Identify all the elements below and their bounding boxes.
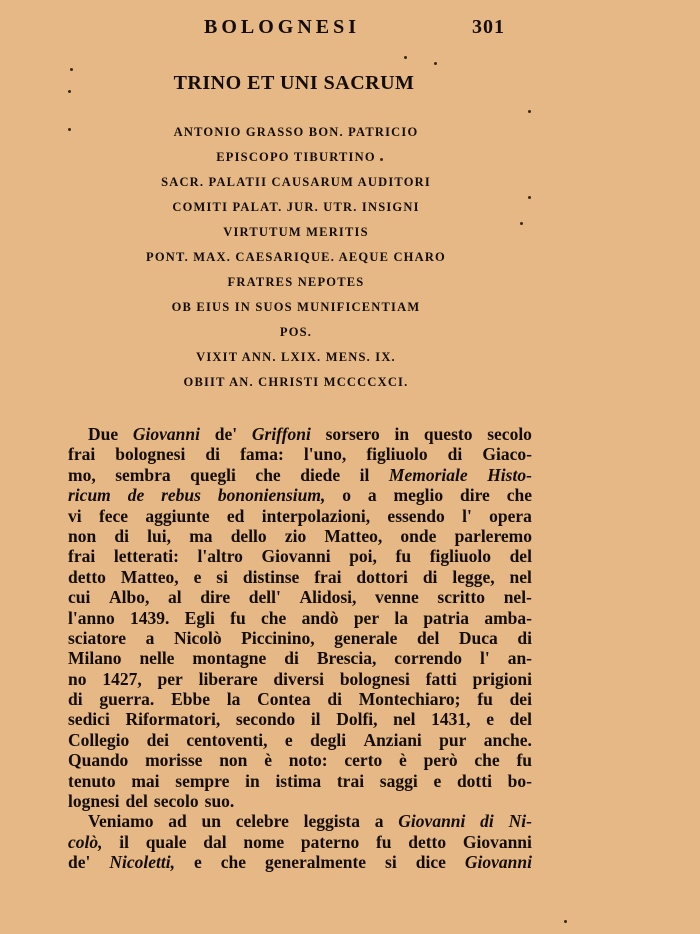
body-word: o (342, 485, 351, 506)
body-word: tenuto (68, 770, 116, 791)
inscription-line: COMITI PALAT. JUR. UTR. INSIGNI (172, 200, 420, 214)
body-word: che (255, 464, 281, 485)
body-word: Giaco- (482, 444, 532, 465)
body-line (68, 506, 532, 526)
body-word: mai (131, 770, 160, 791)
body-line (68, 485, 532, 505)
running-title: BOLOGNESI (204, 16, 361, 38)
body-word: legge, (452, 566, 495, 587)
body-word: saggi (379, 770, 418, 791)
body-word: lui, (147, 525, 172, 546)
body-word: l' (462, 505, 472, 526)
body-word: lognesi (68, 791, 120, 812)
body-word: il (119, 831, 129, 852)
body-word: venne (375, 587, 419, 608)
body-word: del (509, 709, 532, 730)
body-word: essendo (387, 505, 445, 526)
body-line (68, 791, 532, 811)
body-word: generalmente (264, 852, 367, 873)
body-word: Giovanni (261, 546, 331, 567)
body-word: la (226, 689, 241, 710)
body-word: distinse (242, 566, 300, 587)
body-word: si (216, 566, 228, 587)
body-word: di (422, 566, 438, 587)
body-word: trai (336, 770, 365, 791)
print-speck (528, 110, 531, 113)
body-word: Quando (68, 750, 129, 771)
inscription (0, 120, 592, 395)
body-word: a (145, 627, 155, 648)
body-word: frai (68, 444, 96, 465)
body-word: fu (477, 689, 493, 710)
body-word: Duca (458, 627, 498, 648)
body-line (68, 648, 532, 668)
body-word: non (68, 525, 97, 546)
body-word: poi, (349, 546, 377, 567)
body-word: meglio (393, 485, 444, 506)
body-word: l'uno, (303, 444, 347, 465)
body-word: Brescia, (316, 648, 377, 669)
body-word: Riformatori, (125, 709, 221, 730)
body-word: an- (507, 648, 532, 669)
print-speck (528, 196, 531, 199)
body-word: Giovanni (398, 811, 466, 832)
body-word: dire (200, 587, 231, 608)
body-line (68, 465, 532, 485)
body-word: correndo (394, 648, 463, 669)
body-word: Egli (184, 607, 215, 628)
body-word: letterati: (113, 546, 179, 567)
body-word: nel- (503, 587, 532, 608)
body-word: a (374, 811, 384, 832)
body-word: fatti (425, 668, 457, 689)
body-word: Dolfi, (336, 709, 378, 730)
body-word: questo (423, 424, 473, 444)
body-line (68, 628, 532, 648)
body-word: Veniamo (88, 811, 154, 832)
body-line (68, 811, 532, 831)
body-word: Contea (257, 689, 311, 710)
body-line (68, 546, 532, 566)
body-word: in (245, 770, 260, 791)
body-word: interpolazioni, (261, 505, 371, 526)
body-word: di (114, 525, 129, 546)
body-line (68, 852, 532, 872)
body-line (68, 567, 532, 587)
body-word: nel (393, 709, 416, 730)
body-word: Montechiaro; (358, 689, 461, 710)
body-word: colò, (68, 831, 103, 852)
print-speck (68, 90, 71, 93)
body-word: l'altro (197, 546, 243, 567)
body-word: la (394, 607, 409, 628)
body-word: detto (68, 566, 106, 587)
body-word: dire (460, 485, 490, 506)
page-number: 301 (472, 16, 505, 38)
body-word: Ebbe (171, 689, 210, 710)
body-line (68, 689, 532, 709)
body-word: del (125, 791, 148, 812)
body-word: Milano (68, 648, 122, 669)
print-speck (404, 56, 407, 59)
dedication-title: TRINO ET UNI SACRUM (173, 72, 415, 94)
print-speck (70, 68, 73, 71)
body-word: dotti (456, 770, 492, 791)
body-word: di (327, 689, 342, 710)
print-speck (380, 158, 383, 161)
body-word: ed (226, 505, 245, 526)
body-word: bo- (507, 770, 532, 791)
print-speck (434, 62, 437, 65)
body-word: però (423, 750, 458, 771)
body-word: centoventi, (186, 729, 268, 750)
body-word: e (486, 709, 494, 730)
body-word: istima (275, 770, 322, 791)
body-word: fama: (240, 444, 284, 465)
body-word: Alidosi, (299, 587, 357, 608)
body-line (68, 832, 532, 852)
body-word: bolognesi (115, 444, 186, 465)
body-word: e (284, 729, 293, 750)
body-word: scritto (437, 587, 486, 608)
body-word: celebre (235, 811, 289, 832)
body-word: ricum (68, 485, 111, 506)
body-line (68, 608, 532, 628)
body-word: bononiensium, (217, 485, 326, 506)
inscription-line: FRATRES NEPOTES (227, 275, 365, 289)
body-word: Nicolò (173, 627, 222, 648)
body-word: nelle (139, 648, 175, 669)
body-word: Albo, (109, 587, 150, 608)
body-word: di (480, 811, 494, 832)
body-word: sembra (115, 464, 171, 485)
body-line (68, 750, 532, 770)
body-word: guerra. (99, 689, 155, 710)
body-word: diversi (273, 668, 324, 689)
body-word: Matteo, (120, 566, 179, 587)
body-word: secolo (487, 424, 532, 444)
body-word: che (506, 485, 532, 506)
body-word: che (260, 607, 287, 628)
body-word: de' (68, 852, 91, 873)
inscription-line: VIRTUTUM MERITIS (223, 225, 369, 239)
body-word: nome (243, 831, 285, 852)
body-word: del (416, 627, 440, 648)
body-word: fece (98, 505, 129, 526)
body-text (68, 424, 532, 873)
body-word: degli (310, 729, 347, 750)
body-word: no (68, 668, 87, 689)
body-word: anche. (483, 729, 532, 750)
body-word: 1431, (431, 709, 471, 730)
body-word: è (399, 750, 407, 771)
body-word: per (353, 607, 380, 628)
body-word: che (220, 852, 246, 873)
body-word: fu (516, 750, 532, 771)
body-word: di (447, 444, 463, 465)
body-line (68, 444, 532, 464)
body-word: patria (423, 607, 470, 628)
inscription-line: PONT. MAX. CAESARIQUE. AEQUE CHARO (146, 250, 446, 264)
inscription-line: POS. (279, 325, 313, 339)
body-word: Histo- (487, 464, 532, 485)
body-word: figliuolo (429, 546, 491, 567)
body-word: e (433, 770, 442, 791)
body-word: quegli (190, 464, 236, 485)
body-word: al (168, 587, 182, 608)
body-line (68, 526, 532, 546)
body-word: Memoriale (388, 464, 468, 485)
body-word: dell' (248, 587, 281, 608)
body-word: è (264, 750, 272, 771)
running-head (0, 16, 700, 44)
body-word: amba- (484, 607, 532, 628)
body-word: dottori (356, 566, 408, 587)
print-speck (564, 920, 567, 923)
body-word: in (394, 424, 410, 444)
body-word: di (517, 627, 532, 648)
body-line (68, 669, 532, 689)
body-line (68, 424, 532, 444)
body-word: che (474, 750, 500, 771)
body-word: vi (68, 505, 82, 526)
body-word: 1427, (102, 668, 142, 689)
inscription-line: OBIIT AN. CHRISTI MCCCCXCI. (183, 375, 409, 389)
body-word: Giovanni (132, 424, 200, 444)
body-word: Piccinino, (241, 627, 315, 648)
body-word: cui (68, 587, 91, 608)
inscription-line: EPISCOPO TIBURTINO (216, 150, 376, 164)
body-word: diede (300, 464, 341, 485)
body-word: sempre (175, 770, 230, 791)
body-word: 1439. (130, 607, 170, 628)
body-word: zio (284, 525, 307, 546)
print-speck (68, 128, 71, 131)
body-word: prigioni (472, 668, 532, 689)
body-word: sciatore (68, 627, 126, 648)
body-word: Giovanni (462, 831, 532, 852)
body-word: dello (230, 525, 267, 546)
body-word: dei (509, 689, 532, 710)
body-word: l'anno (68, 607, 115, 628)
body-line (68, 730, 532, 750)
body-word: certo (344, 750, 383, 771)
body-word: fu (375, 831, 392, 852)
body-word: opera (489, 505, 532, 526)
body-line (68, 771, 532, 791)
body-word: detto (408, 831, 447, 852)
body-word: sedici (68, 709, 110, 730)
body-word: paterno (300, 831, 360, 852)
body-line (68, 709, 532, 729)
body-word: frai (314, 566, 342, 587)
body-word: figliuolo (366, 444, 428, 465)
body-word: di (284, 648, 299, 669)
body-word: Griffoni (251, 424, 311, 444)
body-word: di (68, 689, 83, 710)
body-word: parleremo (454, 525, 532, 546)
body-word: il (310, 709, 321, 730)
body-word: Collegio (68, 729, 130, 750)
body-word: Matteo, (324, 525, 383, 546)
body-word: mo, (68, 464, 96, 485)
body-word: secondo (235, 709, 296, 730)
body-word: fu (230, 607, 246, 628)
body-word: e (193, 566, 202, 587)
body-word: si (385, 852, 397, 873)
body-word: suo. (204, 791, 235, 812)
body-word: aggiunte (145, 505, 210, 526)
body-word: non (219, 750, 248, 771)
inscription-line: VIXIT ANN. LXIX. MENS. IX. (196, 350, 396, 364)
body-word: fu (395, 546, 412, 567)
body-word: sorsero (325, 424, 380, 444)
body-word: Nicoletti, (109, 852, 175, 873)
body-word: di (205, 444, 221, 465)
body-word: ad (168, 811, 187, 832)
body-word: bolognesi (339, 668, 410, 689)
body-word: quale (145, 831, 187, 852)
body-word: dei (146, 729, 169, 750)
body-word: frai (68, 546, 96, 567)
print-speck (520, 222, 523, 225)
body-line (68, 587, 532, 607)
body-word: Due (88, 424, 119, 444)
body-word: del (509, 546, 532, 567)
body-word: a (367, 485, 377, 506)
body-word: de (127, 485, 145, 506)
body-word: de' (214, 424, 238, 444)
body-word: secolo (153, 791, 199, 812)
body-word: onde (400, 525, 437, 546)
body-word: ma (189, 525, 213, 546)
body-word: leggista (303, 811, 361, 832)
body-word: Anziani (363, 729, 422, 750)
body-word: l' (479, 648, 490, 669)
body-word: noto: (288, 750, 328, 771)
body-word: dice (415, 852, 446, 873)
body-word: dal (203, 831, 227, 852)
body-word: Giovanni (464, 852, 532, 873)
body-word: e (193, 852, 202, 873)
body-word: Ni- (508, 811, 532, 832)
body-word: il (359, 464, 370, 485)
body-word: andò (301, 607, 339, 628)
body-word: rebus (161, 485, 201, 506)
body-word: nel (509, 566, 532, 587)
body-word: pur (439, 729, 467, 750)
inscription-line: ANTONIO GRASSO BON. PATRICIO (173, 125, 419, 139)
body-word: morisse (145, 750, 203, 771)
body-word: un (201, 811, 221, 832)
body-word: per (157, 668, 183, 689)
body-word: montagne (192, 648, 267, 669)
body-word: generale (334, 627, 398, 648)
inscription-line: OB EIUS IN SUOS MUNIFICENTIAM (171, 300, 421, 314)
body-word: liberare (198, 668, 258, 689)
inscription-line: SACR. PALATII CAUSARUM AUDITORI (161, 175, 431, 189)
